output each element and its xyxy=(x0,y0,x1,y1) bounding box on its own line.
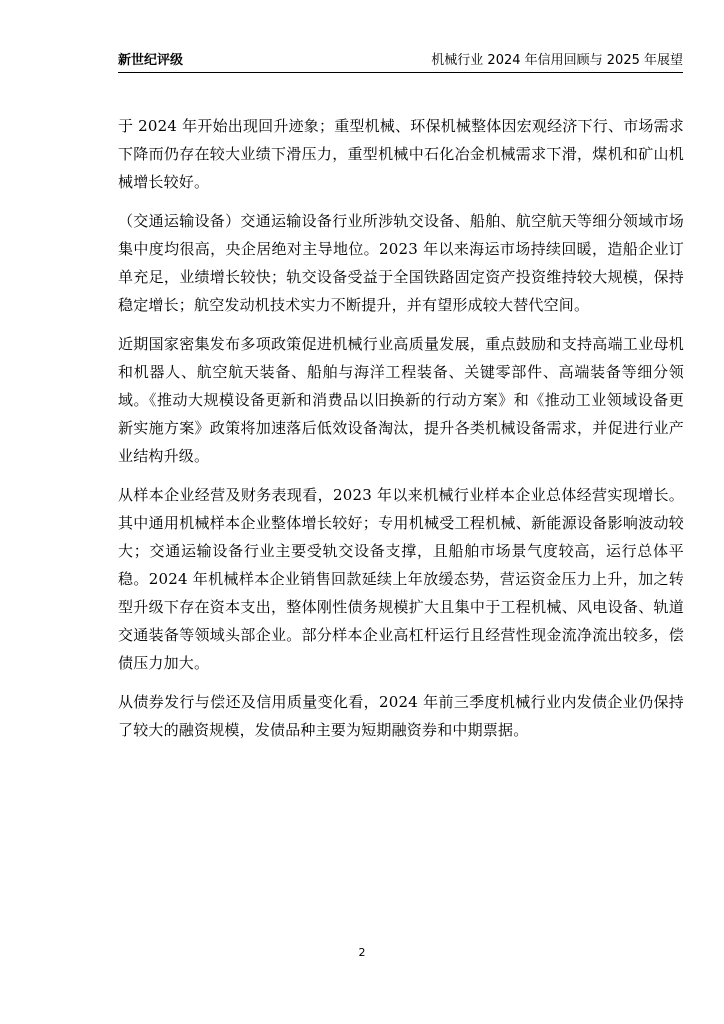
header-publisher: 新世纪评级 xyxy=(118,53,184,68)
page-header xyxy=(118,50,683,72)
page-number: 2 xyxy=(358,946,366,959)
paragraph-4: 从样本企业经营及财务表现看，2023 年以来机械行业样本企业总体经营实现增长。其中通用机械样本企业整体增长较好；专用机械受工程机械、新能源设备影响波动较大；交通运输设备行业主要受轨交设备支撑，且船舶市场景气度较高，运行总体平稳。2024 年机械样本企业销售回款延续上年放缓态势，营运资金压力上升，加之转型升级下存在资本支出，整体刚性债务规模扩大且集中于工程机械、风电设备、轨道交通装备等领域头部企业。部分样本企业高杠杆运行且经营性现金流净流出较多，偿债压力加大。 xyxy=(118,486,684,672)
header-report-title: 机械行业 2024 年信用回顾与 2025 年展望 xyxy=(431,53,683,68)
paragraph-2: （交通运输设备）交通运输设备行业所涉轨交设备、船舶、航空航天等细分领域市场集中度均很高，央企居绝对主导地位。2023 年以来海运市场持续回暖，造船企业订单充足，业绩增长较快；轨交设备受益于全国铁路固定资产投资维持较大规模，保持稳定增长；航空发动机技术实力不断提升，并有望形成较大替代空间。 xyxy=(118,212,684,314)
header-divider xyxy=(118,72,683,73)
paragraph-5: 从债券发行与偿还及信用质量变化看，2024 年前三季度机械行业内发债企业仍保持了较大的融资规模，发债品种主要为短期融资券和中期票据。 xyxy=(118,693,684,739)
body-text xyxy=(118,112,684,755)
paragraph-3: 近期国家密集发布多项政策促进机械行业高质量发展，重点鼓励和支持高端工业母机和机器人、航空航天装备、船舶与海洋工程装备、关键零部件、高端装备等细分领域。《推动大规模设备更新和消费品以旧换新的行动方案》和《推动工业领域设备更新实施方案》政策将加速落后低效设备淘汰，提升各类机械设备需求，并促进行业产业结构升级。 xyxy=(118,335,684,465)
paragraph-1: 于 2024 年开始出现回升迹象；重型机械、环保机械整体因宏观经济下行、市场需求下降而仍存在较大业绩下滑压力，重型机械中石化冶金机械需求下滑，煤机和矿山机械增长较好。 xyxy=(118,117,684,191)
